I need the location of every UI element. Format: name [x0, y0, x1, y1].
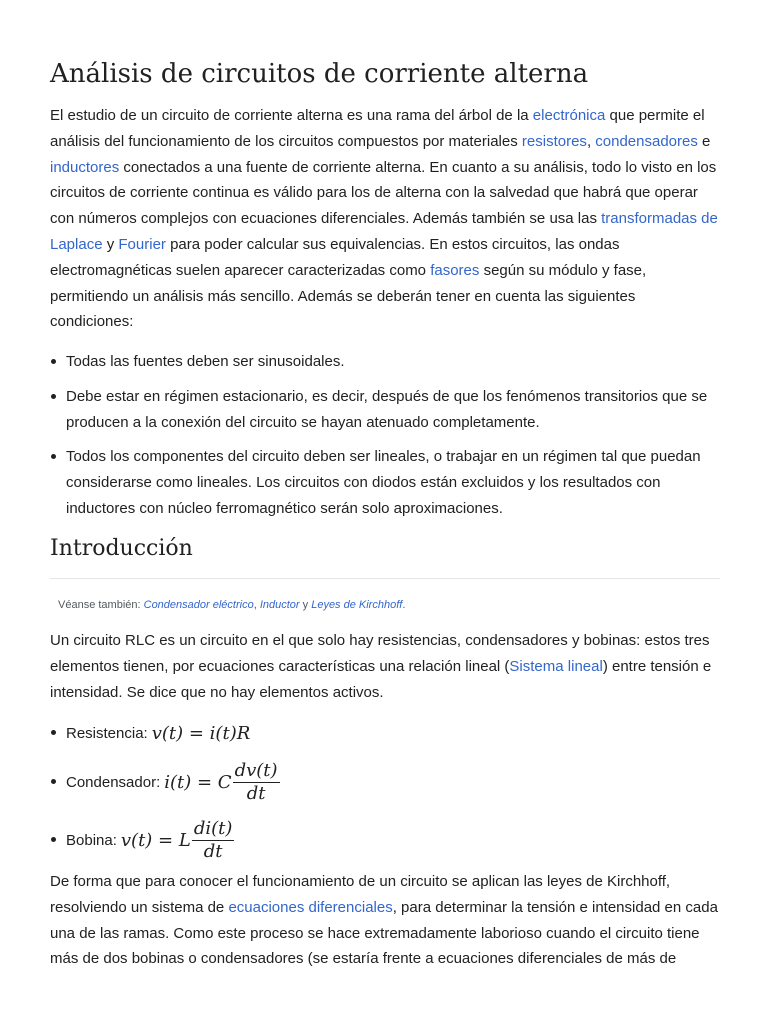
bullet-icon — [51, 394, 56, 399]
link-condensadores[interactable]: condensadores — [595, 132, 698, 150]
intro-text: y — [102, 235, 119, 253]
section-heading-introduccion: Introducción — [50, 536, 193, 561]
link-inductor[interactable]: Inductor — [259, 599, 300, 611]
link-ecuaciones-diferenciales[interactable]: ecuaciones diferenciales — [228, 898, 393, 916]
intro-text: , — [586, 132, 596, 150]
link-transformadas-laplace[interactable]: transformadas de Laplace — [50, 210, 718, 253]
intro-text: e — [697, 132, 711, 150]
link-inductores[interactable]: inductores — [50, 158, 120, 176]
fraction-numerator: di(t) — [193, 817, 233, 839]
list-item — [50, 444, 720, 521]
list-item-text: Todas las fuentes deben ser sinusoidales. — [66, 353, 345, 370]
page-title: Análisis de circuitos de corriente alterna — [50, 59, 589, 89]
formula-expression: i(t) = C — [164, 771, 232, 793]
intro-paragraph — [50, 103, 720, 335]
intro-text: El estudio de un circuito de corriente alterna es una rama del árbol de la — [50, 107, 533, 124]
link-electronica[interactable]: electrónica — [532, 107, 606, 124]
link-condensador-electrico[interactable]: Condensador eléctrico — [143, 599, 254, 611]
formula-resistencia — [50, 720, 250, 746]
list-item-text: Debe estar en régimen estacionario, es decir, después de que los fenómenos transitorios que se producen a la conexión del circuito se hayan atenuado completamente. — [66, 387, 708, 431]
kirchhoff-text: , para determinar la tensión e intensidad en cada una de las ramas. Como este proceso se hace extremadamente laborioso cuando el circuito tiene más de dos bobinas o condensadores (se estaría frente a ecuaciones diferenciales de más de — [50, 898, 718, 968]
hatnote-end: . — [402, 599, 406, 611]
bullet-icon — [51, 359, 56, 364]
formula-fraction — [192, 818, 235, 863]
formula-label: Condensador: — [66, 773, 161, 791]
bullet-icon — [51, 837, 56, 842]
hatnote-separator: , — [253, 599, 260, 611]
fraction-denominator: dt — [203, 840, 223, 862]
link-resistores[interactable]: resistores — [521, 132, 587, 150]
formula-expression: v(t) = i(t)R — [151, 722, 251, 744]
formula-expression: v(t) = L — [120, 829, 191, 851]
intro-text: conectados a una fuente de corriente alterna. En cuanto a su análisis, todo lo visto en los circuitos de corriente continua es válido para los de alterna con la salvedad que habrá que operar con números complejos con ecuaciones diferenciales. Además también se usa las — [50, 158, 717, 228]
rlc-text: ) entre tensión e intensidad. Se dice que no hay elementos activos. — [50, 657, 712, 701]
link-fasores[interactable]: fasores — [430, 261, 480, 279]
hatnote-separator: y — [299, 599, 312, 611]
bullet-icon — [51, 730, 56, 735]
formula-fraction — [233, 760, 280, 805]
bullet-icon — [51, 454, 56, 459]
intro-text: según su módulo y fase, permitiendo un análisis más sencillo. Además se deberán tener en cuenta las siguientes condiciones: — [50, 261, 647, 331]
link-leyes-kirchhoff[interactable]: Leyes de Kirchhoff — [311, 599, 403, 611]
link-fourier[interactable]: Fourier — [118, 235, 166, 253]
fraction-numerator: dv(t) — [234, 759, 278, 781]
rlc-text: Un circuito RLC es un circuito en el que solo hay resistencias, condensadores y bobinas: estos tres elementos tienen, por ecuaciones características una relación lineal ( — [50, 632, 710, 675]
section-divider — [50, 578, 720, 579]
kirchhoff-text: De forma que para conocer el funcionamiento de un circuito se aplican las leyes de Kirchhoff, resolviendo un sistema de — [50, 873, 671, 916]
formula-label: Resistencia: — [66, 724, 148, 742]
link-sistema-lineal[interactable]: Sistema lineal — [509, 657, 603, 675]
list-item — [50, 349, 720, 375]
list-item — [50, 384, 720, 436]
fraction-denominator: dt — [246, 782, 266, 804]
kirchhoff-paragraph — [50, 869, 720, 972]
formula-label: Bobina: — [66, 831, 117, 849]
rlc-paragraph — [50, 628, 720, 705]
hatnote — [58, 597, 405, 613]
list-item-text: Todos los componentes del circuito deben ser lineales, o trabajar en un régimen tal que puedan considerarse como lineales. Los circuitos con diodos están excluidos y los resultados con inductores con núcleo ferromagnético serán solo aproximaciones. — [66, 448, 701, 517]
hatnote-prefix: Véanse también: — [58, 599, 144, 611]
intro-text: para poder calcular sus equivalencias. En estos circuitos, las ondas electromagnéticas suelen aparecer caracterizadas como — [50, 235, 620, 279]
bullet-icon — [51, 779, 56, 784]
formula-bobina — [50, 816, 235, 864]
formula-condensador — [50, 758, 281, 806]
conditions-list — [50, 349, 720, 522]
intro-text: que permite el análisis del funcionamiento de los circuitos compuestos por materiales — [50, 107, 705, 150]
